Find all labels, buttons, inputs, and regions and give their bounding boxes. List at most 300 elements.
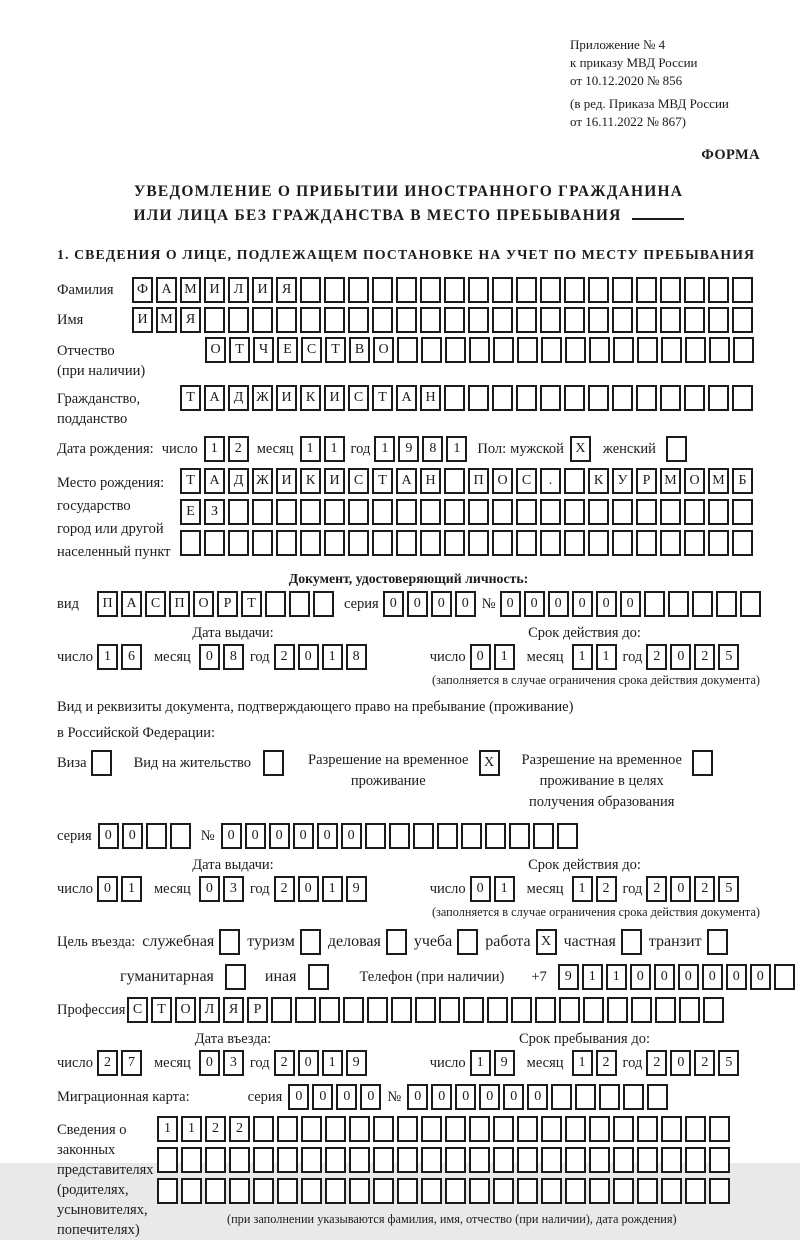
form-cell [348, 277, 369, 303]
form-cell [485, 823, 506, 849]
form-cell: Т [241, 591, 262, 617]
doc-issue-year-cells [274, 644, 367, 670]
gender-female-checkbox [666, 436, 687, 462]
form-cell [516, 530, 537, 556]
birth-year-cells [374, 436, 467, 462]
migration-card-label: Миграционная карта: [57, 1089, 190, 1105]
form-cell [343, 997, 364, 1023]
form-cell [661, 337, 682, 363]
form-cell [373, 1116, 394, 1142]
form-cell [708, 385, 729, 411]
doc-issue-col [57, 625, 409, 688]
form-cell: О [175, 997, 196, 1023]
form-cell [540, 530, 561, 556]
form-cell: 1 [204, 436, 225, 462]
form-cell [588, 385, 609, 411]
residence-doc-paragraph [57, 694, 760, 746]
permit-number-label: № [200, 827, 215, 844]
form-cell [277, 1116, 298, 1142]
form-cell [564, 530, 585, 556]
stay-day-cells [470, 1050, 515, 1076]
form-cell [468, 307, 489, 333]
form-cell [421, 1116, 442, 1142]
form-cell [493, 1178, 514, 1204]
form-cell [413, 823, 434, 849]
surname-row [57, 277, 760, 303]
form-cell: 2 [229, 1116, 250, 1142]
form-cell [324, 277, 345, 303]
form-cell: 0 [750, 964, 771, 990]
form-cell [308, 964, 329, 990]
form-cell: О [684, 468, 705, 494]
form-cell [612, 277, 633, 303]
form-cell [589, 337, 610, 363]
form-cell: 9 [346, 876, 367, 902]
revision-line: (в ред. Приказа МВД России [570, 96, 729, 111]
form-cell: М [156, 307, 177, 333]
form-cell [349, 1147, 370, 1173]
form-cell [301, 1147, 322, 1173]
doc-type-row [57, 591, 760, 617]
legal-reps-label-line3: представителях [57, 1162, 154, 1178]
form-cell [469, 1147, 490, 1173]
form-cell: 0 [97, 876, 118, 902]
form-cell: А [204, 385, 225, 411]
valid-until-heading: Срок действия до: [528, 857, 641, 873]
form-cell [295, 997, 316, 1023]
form-cell [457, 929, 478, 955]
purpose-option-checkbox [457, 929, 478, 955]
form-cell [535, 997, 556, 1023]
purpose-option-commercial [328, 929, 407, 955]
form-cell [349, 1178, 370, 1204]
form-cell [692, 750, 713, 776]
citizenship-cells [180, 385, 753, 411]
migration-card-row [57, 1084, 760, 1110]
form-cell [517, 1147, 538, 1173]
profession-label: Профессия [57, 1002, 126, 1018]
form-cell: 0 [336, 1084, 357, 1110]
form-cell [733, 337, 754, 363]
month-label: месяц [153, 648, 191, 665]
purpose-option-label: транзит [648, 933, 702, 950]
form-cell: 0 [221, 823, 242, 849]
form-cell: 2 [596, 1050, 617, 1076]
form-cell [493, 337, 514, 363]
birth-place-cells [180, 468, 753, 561]
form-cell: С [516, 468, 537, 494]
form-cell [583, 997, 604, 1023]
form-cell [439, 997, 460, 1023]
form-cell [612, 307, 633, 333]
form-cell: . [540, 468, 561, 494]
form-cell [324, 499, 345, 525]
purpose-option-checkbox [219, 929, 240, 955]
form-cell [511, 997, 532, 1023]
form-cell [396, 499, 417, 525]
form-cell: 8 [346, 644, 367, 670]
form-cell: 0 [298, 644, 319, 670]
form-cell: 0 [670, 644, 691, 670]
form-cell: 8 [422, 436, 443, 462]
day-label: число [57, 1054, 93, 1071]
migration-series-label: серия [247, 1088, 283, 1105]
form-cell [372, 277, 393, 303]
form-cell: К [588, 468, 609, 494]
residence-permit-label: Вид на жительство [133, 754, 252, 771]
form-cell [557, 823, 578, 849]
form-cell: 1 [157, 1116, 178, 1142]
form-cell [373, 1147, 394, 1173]
form-cell: 0 [199, 644, 220, 670]
form-cell: Я [223, 997, 244, 1023]
form-cell [644, 591, 665, 617]
form-cell: 0 [199, 876, 220, 902]
form-cell: 0 [122, 823, 143, 849]
form-cell [564, 385, 585, 411]
permit-issue-day-cells [97, 876, 142, 902]
form-cell: 0 [293, 823, 314, 849]
form-cell [636, 499, 657, 525]
form-cell: 1 [572, 876, 593, 902]
doc-number-label: № [481, 595, 496, 612]
form-title-line2-text: ИЛИ ЛИЦА БЕЗ ГРАЖДАНСТВА В МЕСТО ПРЕБЫВАНИЯ [133, 207, 622, 224]
migration-number-cells [407, 1084, 668, 1110]
form-cell [493, 1147, 514, 1173]
birth-place-row2-cells [180, 499, 753, 525]
form-cell [564, 307, 585, 333]
form-cell: А [121, 591, 142, 617]
form-cell [319, 997, 340, 1023]
purpose-option-checkbox [300, 929, 321, 955]
entry-year-cells [274, 1050, 367, 1076]
form-cell [709, 1147, 730, 1173]
form-cell [708, 499, 729, 525]
name-row [57, 307, 760, 333]
legal-reps-label-line5: усыновителях, [57, 1202, 148, 1218]
form-cell: 2 [228, 436, 249, 462]
form-cell: Т [180, 468, 201, 494]
form-cell [517, 1116, 538, 1142]
form-cell [386, 929, 407, 955]
form-cell [325, 1178, 346, 1204]
birth-place-label-line1: Место рождения: [57, 475, 165, 491]
form-cell: 1 [446, 436, 467, 462]
form-cell [325, 1147, 346, 1173]
form-cell: 0 [98, 823, 119, 849]
form-cell: 2 [97, 1050, 118, 1076]
purpose-option-checkbox [225, 964, 246, 990]
form-cell [325, 1116, 346, 1142]
form-cell [540, 307, 561, 333]
form-cell [613, 337, 634, 363]
form-cell: З [204, 499, 225, 525]
patronymic-row [57, 337, 760, 381]
form-cell: 0 [670, 1050, 691, 1076]
form-cell [444, 307, 465, 333]
year-label: год [622, 648, 643, 665]
form-title [57, 180, 760, 228]
purpose-label: Цель въезда: [57, 934, 136, 950]
day-label: число [429, 1054, 466, 1071]
permit-series-row [57, 823, 760, 849]
form-cell: Ж [252, 385, 273, 411]
form-cell: Т [180, 385, 201, 411]
form-cell [668, 591, 689, 617]
form-cell [516, 385, 537, 411]
stay-month-cells [572, 1050, 617, 1076]
form-cell [492, 277, 513, 303]
form-cell: 0 [298, 1050, 319, 1076]
form-cell [636, 307, 657, 333]
temp-residence-edu-label [522, 750, 682, 813]
form-cell: 1 [494, 876, 515, 902]
issue-date-heading: Дата выдачи: [192, 857, 274, 873]
form-cell [588, 307, 609, 333]
legal-reps-row2-cells [157, 1147, 730, 1173]
form-cell: 0 [312, 1084, 333, 1110]
form-cell [300, 929, 321, 955]
doc-dates-block [57, 625, 760, 688]
form-cell [421, 1178, 442, 1204]
patronymic-label-line1: Отчество [57, 343, 115, 359]
form-cell: 6 [121, 644, 142, 670]
form-cell [716, 591, 737, 617]
permit-issue-month-cells [199, 876, 244, 902]
form-cell [588, 277, 609, 303]
form-cell: Р [217, 591, 238, 617]
purpose-option-checkbox [386, 929, 407, 955]
form-cell: П [468, 468, 489, 494]
form-cell [396, 307, 417, 333]
form-cell: 0 [702, 964, 723, 990]
year-label: год [249, 648, 270, 665]
birth-date-label: Дата рождения: [57, 441, 154, 457]
entry-date-col [57, 1031, 409, 1076]
birth-day-cells [204, 436, 249, 462]
form-cell [349, 1116, 370, 1142]
form-cell [253, 1147, 274, 1173]
patronymic-label-line2: (при наличии) [57, 363, 146, 379]
purpose-option-label: работа [485, 933, 531, 950]
form-cell: 0 [527, 1084, 548, 1110]
form-cell [660, 307, 681, 333]
form-cell: 1 [322, 876, 343, 902]
temp-residence-label [308, 750, 468, 792]
patronymic-cells [205, 337, 754, 363]
form-cell: 0 [726, 964, 747, 990]
patronymic-label [57, 337, 205, 381]
permit-dates-block [57, 857, 760, 920]
validity-note: (заполняется в случае ограничения срока действия документа) [431, 905, 760, 919]
purpose-row1 [57, 929, 760, 955]
form-cell [468, 277, 489, 303]
form-cell [204, 307, 225, 333]
form-cell: 0 [317, 823, 338, 849]
form-cell: 0 [548, 591, 569, 617]
form-cell [372, 530, 393, 556]
form-cell: С [301, 337, 322, 363]
form-cell [301, 1178, 322, 1204]
form-cell [420, 277, 441, 303]
form-cell [637, 1116, 658, 1142]
form-cell [708, 277, 729, 303]
temp-residence-checkbox [479, 750, 500, 776]
form-cell [732, 530, 753, 556]
day-label: число [429, 880, 466, 897]
permit-number-cells [221, 823, 578, 849]
legal-reps-row [57, 1116, 760, 1240]
form-cell: 0 [455, 1084, 476, 1110]
entry-month-cells [199, 1050, 244, 1076]
form-cell [468, 499, 489, 525]
form-cell: 0 [298, 876, 319, 902]
form-cell: 1 [374, 436, 395, 462]
form-cell [228, 307, 249, 333]
form-cell: Р [247, 997, 268, 1023]
form-title-line1: УВЕДОМЛЕНИЕ О ПРИБЫТИИ ИНОСТРАННОГО ГРАЖДАНИНА [133, 183, 684, 200]
form-cell [661, 1116, 682, 1142]
valid-until-heading: Срок действия до: [528, 625, 641, 641]
form-cell [277, 1147, 298, 1173]
gender-male-label: мужской [510, 440, 564, 457]
month-label: месяц [526, 648, 564, 665]
form-cell: 5 [718, 644, 739, 670]
temp-residence-option [308, 750, 499, 792]
year-label: год [622, 880, 643, 897]
form-cell [420, 499, 441, 525]
form-cell [516, 499, 537, 525]
form-cell: Т [325, 337, 346, 363]
form-cell [708, 307, 729, 333]
form-cell: 0 [431, 591, 452, 617]
form-cell: 2 [274, 644, 295, 670]
legal-reps-label-line6: попечителях) [57, 1222, 140, 1238]
form-cell: К [300, 385, 321, 411]
form-cell [461, 823, 482, 849]
form-cell [588, 499, 609, 525]
purpose-option-label: деловая [327, 933, 381, 950]
legal-reps-note: (при заполнении указываются фамилия, имя, отчество (при наличии), дата рождения) [227, 1212, 677, 1226]
permit-valid-year-cells [646, 876, 739, 902]
form-cell [205, 1147, 226, 1173]
form-cell: 0 [455, 591, 476, 617]
form-cell [684, 530, 705, 556]
stay-until-col [409, 1031, 760, 1076]
form-cell [684, 385, 705, 411]
form-cell [637, 1178, 658, 1204]
residence-doc-line2: в Российской Федерации: [57, 725, 216, 741]
surname-cells [132, 277, 753, 303]
day-label: число [57, 648, 93, 665]
form-cell [469, 1178, 490, 1204]
form-cell: 2 [694, 1050, 715, 1076]
entry-day-cells [97, 1050, 142, 1076]
form-cell: О [373, 337, 394, 363]
birth-place-row1-cells [180, 468, 753, 494]
temp-residence-label-line2: проживание [350, 773, 426, 789]
birth-place-label-line2: государство [57, 498, 131, 514]
form-cell [613, 1178, 634, 1204]
form-cell: 2 [205, 1116, 226, 1142]
form-cell [492, 499, 513, 525]
form-cell [157, 1178, 178, 1204]
form-cell [565, 337, 586, 363]
form-cell: И [276, 385, 297, 411]
doc-series-label: серия [344, 595, 379, 612]
form-cell: 1 [322, 644, 343, 670]
form-cell [685, 337, 706, 363]
permit-series-cells [98, 823, 191, 849]
form-cell [205, 1178, 226, 1204]
name-label: Имя [57, 312, 84, 328]
form-cell: 3 [223, 876, 244, 902]
form-cell [660, 499, 681, 525]
year-label: год [249, 1054, 270, 1071]
form-cell: 1 [582, 964, 603, 990]
form-cell: 0 [654, 964, 675, 990]
purpose-row2 [57, 964, 764, 990]
form-cell [445, 1178, 466, 1204]
legal-reps-row3-cells [157, 1178, 730, 1204]
form-cell [732, 277, 753, 303]
form-cell: 0 [470, 876, 491, 902]
form-cell [551, 1084, 572, 1110]
form-cell [445, 1116, 466, 1142]
form-cell: И [252, 277, 273, 303]
title-blank-line [632, 204, 684, 220]
form-cell [655, 997, 676, 1023]
citizenship-row [57, 385, 760, 429]
form-cell [276, 530, 297, 556]
form-cell: 0 [360, 1084, 381, 1110]
form-cell [348, 530, 369, 556]
form-cell [589, 1147, 610, 1173]
purpose-option-work [485, 929, 556, 955]
form-cell: 0 [620, 591, 641, 617]
purpose-option-business [142, 929, 240, 955]
form-cell [253, 1178, 274, 1204]
form-cell: У [612, 468, 633, 494]
appendix-line: к приказу МВД России [570, 55, 698, 70]
form-cell: 2 [646, 644, 667, 670]
form-cell: X [570, 436, 591, 462]
form-cell: О [193, 591, 214, 617]
form-cell [397, 337, 418, 363]
doc-type-cells [97, 591, 334, 617]
migration-number-label: № [387, 1088, 402, 1105]
form-cell: П [169, 591, 190, 617]
form-cell [636, 385, 657, 411]
form-cell [263, 750, 284, 776]
doc-number-cells [500, 591, 761, 617]
form-cell [252, 530, 273, 556]
form-label: ФОРМА [701, 147, 760, 163]
form-cell: X [536, 929, 557, 955]
form-cell [565, 1178, 586, 1204]
form-cell [276, 499, 297, 525]
form-cell: Н [420, 468, 441, 494]
form-cell: 0 [630, 964, 651, 990]
form-cell: 1 [572, 644, 593, 670]
entry-dates-block [57, 1031, 760, 1076]
form-cell [540, 499, 561, 525]
form-cell [487, 997, 508, 1023]
revision-line: от 16.11.2022 № 867) [570, 114, 687, 129]
form-cell [265, 591, 286, 617]
form-cell [685, 1178, 706, 1204]
form-cell [493, 1116, 514, 1142]
